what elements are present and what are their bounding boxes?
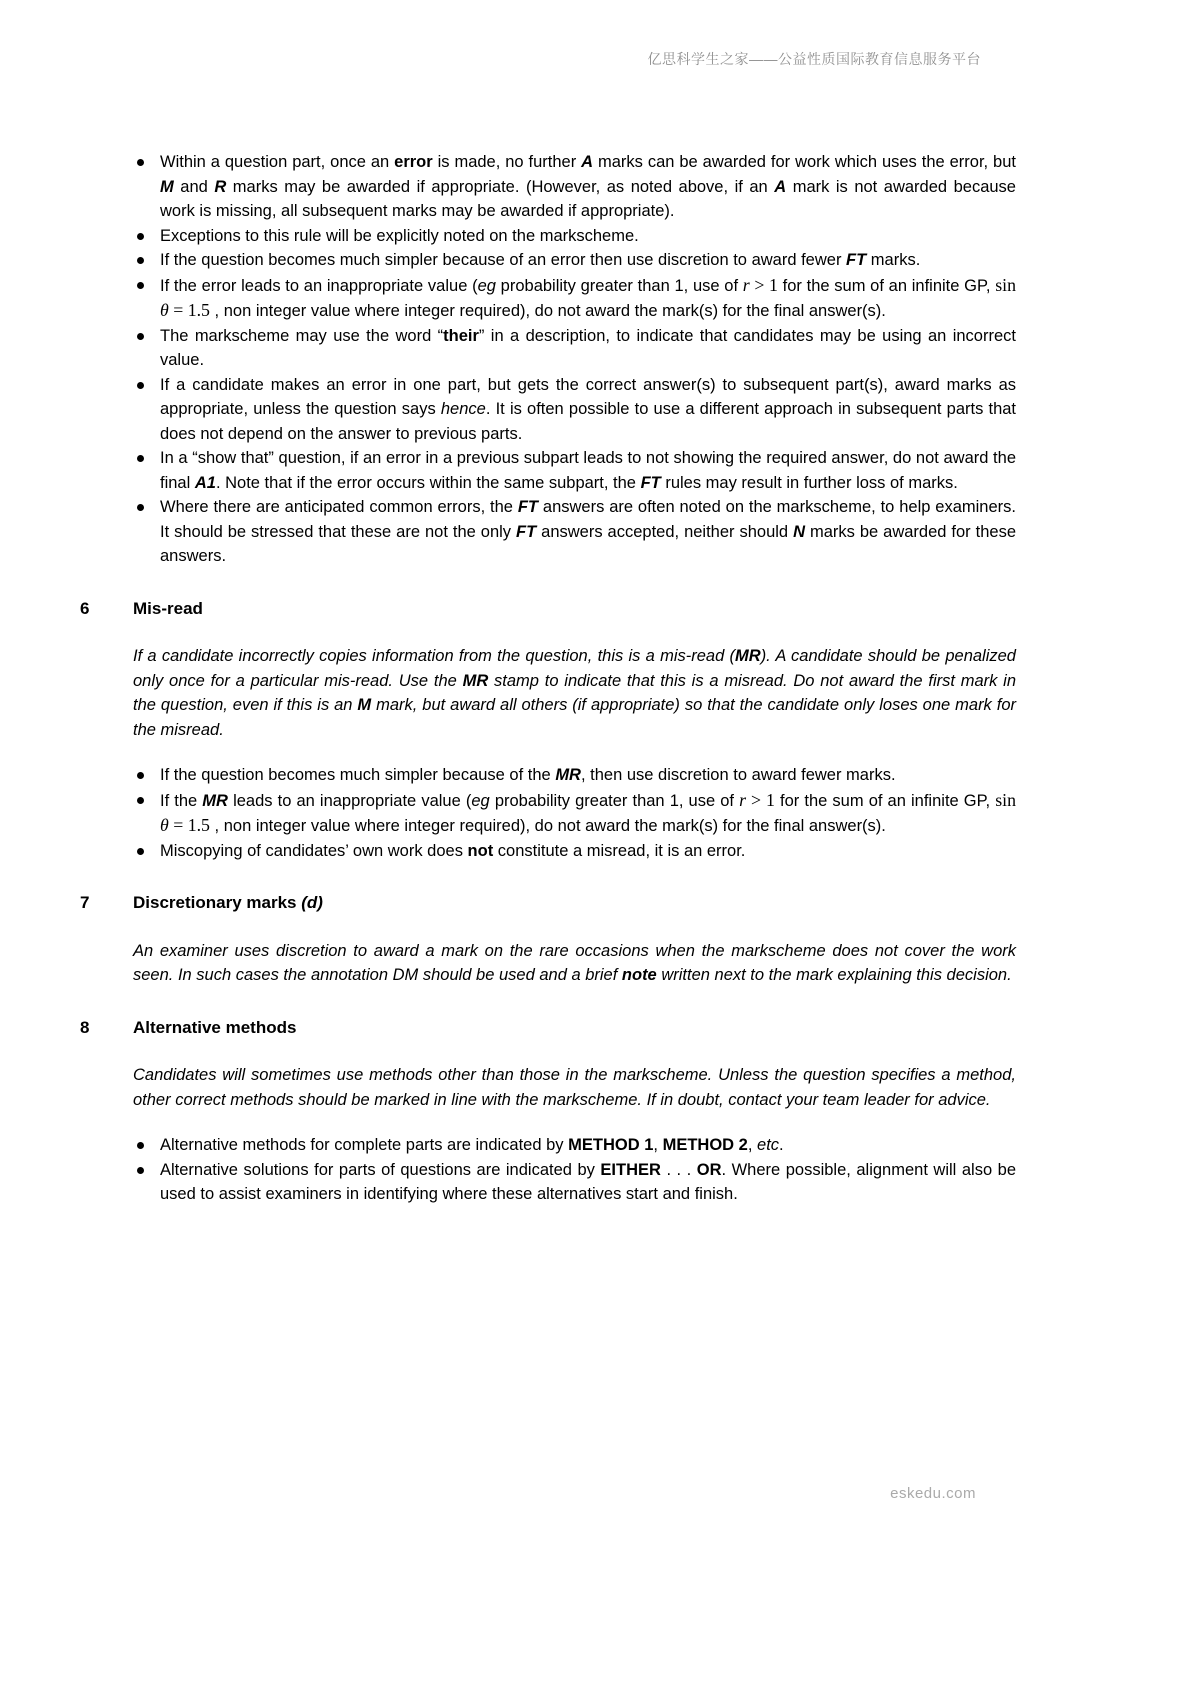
document-content [80,150,1016,1207]
alternative-methods-list [80,1133,1016,1207]
text-segment: , [653,1136,663,1154]
text-segment: θ [160,300,169,320]
text-segment: Where there are anticipated common errors, the [160,498,518,516]
text-segment: FT [516,522,537,541]
list-item [135,273,1016,324]
text-segment: marks be awarded for these answers. [160,522,1016,565]
list-item [135,446,1016,495]
text-segment: answers accepted, neither should [536,522,794,541]
section-number: 7 [80,893,90,912]
section-title [133,891,323,916]
text-segment: Within a question part, once an [160,153,395,171]
list-item [135,150,1016,224]
text-segment: written next to the mark explaining this decision. [656,966,1012,984]
text-segment: If the question becomes much simpler because of an error then use discretion to award fewer [160,251,847,269]
text-segment: If a candidate makes an error in one part, but gets the correct answer(s) to subsequent part(s), award marks as appropriate, unless the question says [160,375,1016,418]
text-segment: EITHER [600,1160,661,1179]
text-segment: for the sum of an infinite GP, [777,276,996,295]
text-segment: M [160,177,174,196]
list-item [135,324,1016,373]
text-segment: > 1 [746,789,775,810]
list-item [135,224,1016,249]
section-paragraph [133,1063,1016,1112]
list-item [135,788,1016,839]
text-segment: sin [995,274,1016,295]
text-segment: If the question becomes much simpler because of the [160,766,556,784]
footer-site-link: eskedu.com [890,1485,976,1502]
text-segment: MR [462,671,489,690]
text-segment: is made, no further [432,153,582,171]
text-segment: , [747,1136,758,1154]
marking-notes-list [80,150,1016,569]
text-segment: eg [471,791,490,810]
text-segment: marks. [866,251,921,269]
text-segment: MR [202,791,228,810]
text-segment: leads to an inappropriate value ( [227,791,472,810]
text-segment: etc [757,1136,780,1154]
text-segment: = 1.5 [168,815,210,835]
text-segment: FT [640,473,661,492]
text-segment: A [774,177,787,196]
text-segment: for the sum of an infinite GP, [774,791,996,810]
text-segment: FT [517,498,539,516]
list-item [135,839,1016,864]
text-segment: Mis-read [133,598,203,618]
text-segment: probability greater than 1, use of [495,276,743,295]
text-segment: probability greater than 1, use of [489,791,740,810]
text-segment: error [394,153,433,171]
text-segment: not [467,841,494,860]
section-title [133,597,203,622]
text-segment: OR [696,1160,722,1179]
list-item [135,373,1016,447]
section-paragraph [133,939,1016,988]
text-segment: r [739,789,747,810]
text-segment: The markscheme may use the word “ [160,326,444,345]
list-item [135,763,1016,788]
text-segment: eg [477,276,496,295]
text-segment: θ [160,815,169,835]
text-segment: , then use discretion to award fewer marks. [580,766,896,784]
section-heading [80,597,1016,622]
section-discretionary-marks [80,891,1016,988]
text-segment: M [357,696,372,714]
site-banner: 亿思科学生之家——公益性质国际教育信息服务平台 [647,51,981,67]
text-segment: Candidates will sometimes use methods other than those in the markscheme. Unless the question specifies a method, other correct methods should be marked in line with the markscheme. If in doubt, contact your team leader for advice. [133,1066,1016,1109]
text-segment: Alternative methods for complete parts are indicated by [160,1136,569,1154]
text-segment: and [173,177,215,196]
section-paragraph [133,644,1016,742]
section-heading [80,1016,1016,1041]
text-segment: If the error leads to an inappropriate value ( [160,276,478,295]
text-segment: (d) [301,893,323,912]
text-segment: Discretionary marks [133,893,302,912]
text-segment: mark, but award all others (if appropriate) so that the candidate only loses one mark for the misread. [133,696,1016,739]
text-segment: rules may result in further loss of marks. [660,473,958,492]
section-number: 6 [80,598,90,618]
text-segment: ” in a description, to indicate that candidates may be using an incorrect value. [160,326,1016,369]
section-title [133,1016,296,1041]
text-segment: note [621,966,657,984]
text-segment: FT [846,251,867,269]
text-segment: , non integer value where integer required), do not award the mark(s) for the final answer(s). [209,302,886,320]
misread-notes-list [80,763,1016,863]
text-segment: If the [160,791,203,810]
text-segment: METHOD 2 [662,1136,748,1154]
text-segment: Exceptions to this rule will be explicitly noted on the markscheme. [160,226,639,245]
section-number: 8 [80,1017,90,1037]
text-segment: constitute a misread, it is an error. [493,841,746,860]
text-segment: In a “show that” question, if an error in a previous subpart leads to not showing the required answer, do not award the final [160,449,1016,492]
text-segment: r [742,274,750,295]
section-misread [80,597,1016,864]
text-segment: An examiner uses discretion to award a mark on the rare occasions when the markscheme does not cover the work seen. In such cases the annotation DM should be used and a brief [133,941,1016,984]
text-segment: > 1 [749,274,778,295]
text-segment: Alternative solutions for parts of questions are indicated by [160,1160,601,1179]
text-segment: , non integer value where integer required), do not award the mark(s) for the final answer(s). [209,817,886,835]
list-item [135,1158,1016,1207]
text-segment: = 1.5 [168,300,210,320]
text-segment: MR [555,766,581,784]
text-segment: . It is often possible to use a different approach in subsequent parts that does not depend on the answer to previous parts. [160,400,1017,443]
text-segment: R [214,177,227,196]
section-alternative-methods [80,1016,1016,1207]
text-segment: . Note that if the error occurs within the same subpart, the [215,473,641,492]
text-segment: METHOD 1 [568,1136,654,1154]
section-heading [80,891,1016,916]
list-item [135,495,1016,569]
text-segment: marks can be awarded for work which uses the error, but [593,153,1016,171]
text-segment: mark is not awarded because work is missing, all subsequent marks may be awarded if appropriate). [160,177,1016,220]
text-segment: marks may be awarded if appropriate. (However, as noted above, if an [226,177,775,196]
text-segment: ). A candidate should be penalized only once for a particular mis-read. Use the [133,647,1016,690]
text-segment: MR [735,647,761,665]
text-segment: answers are often noted on the markscheme, to help examiners. It should be stressed that these are not the only [160,498,1016,541]
list-item [135,1133,1016,1158]
text-segment: If a candidate incorrectly copies information from the question, this is a mis-read ( [133,647,736,665]
text-segment: Miscopying of candidates’ own work does [160,841,468,860]
text-segment: N [793,522,805,541]
text-segment: sin [995,789,1016,810]
text-segment: their [443,326,479,345]
text-segment: stamp to indicate that this is a misread. Do not award the first mark in the question, even if this is an [133,671,1016,714]
list-item [135,248,1016,273]
text-segment: hence [440,400,486,418]
text-segment: A1 [194,473,216,492]
text-segment: . [779,1136,784,1154]
text-segment: Alternative methods [133,1017,297,1037]
text-segment: . Where possible, alignment will also be used to assist examiners in identifying where these alternatives start and finish. [160,1160,1016,1203]
text-segment: A [581,153,594,171]
text-segment: . . . [660,1160,697,1179]
